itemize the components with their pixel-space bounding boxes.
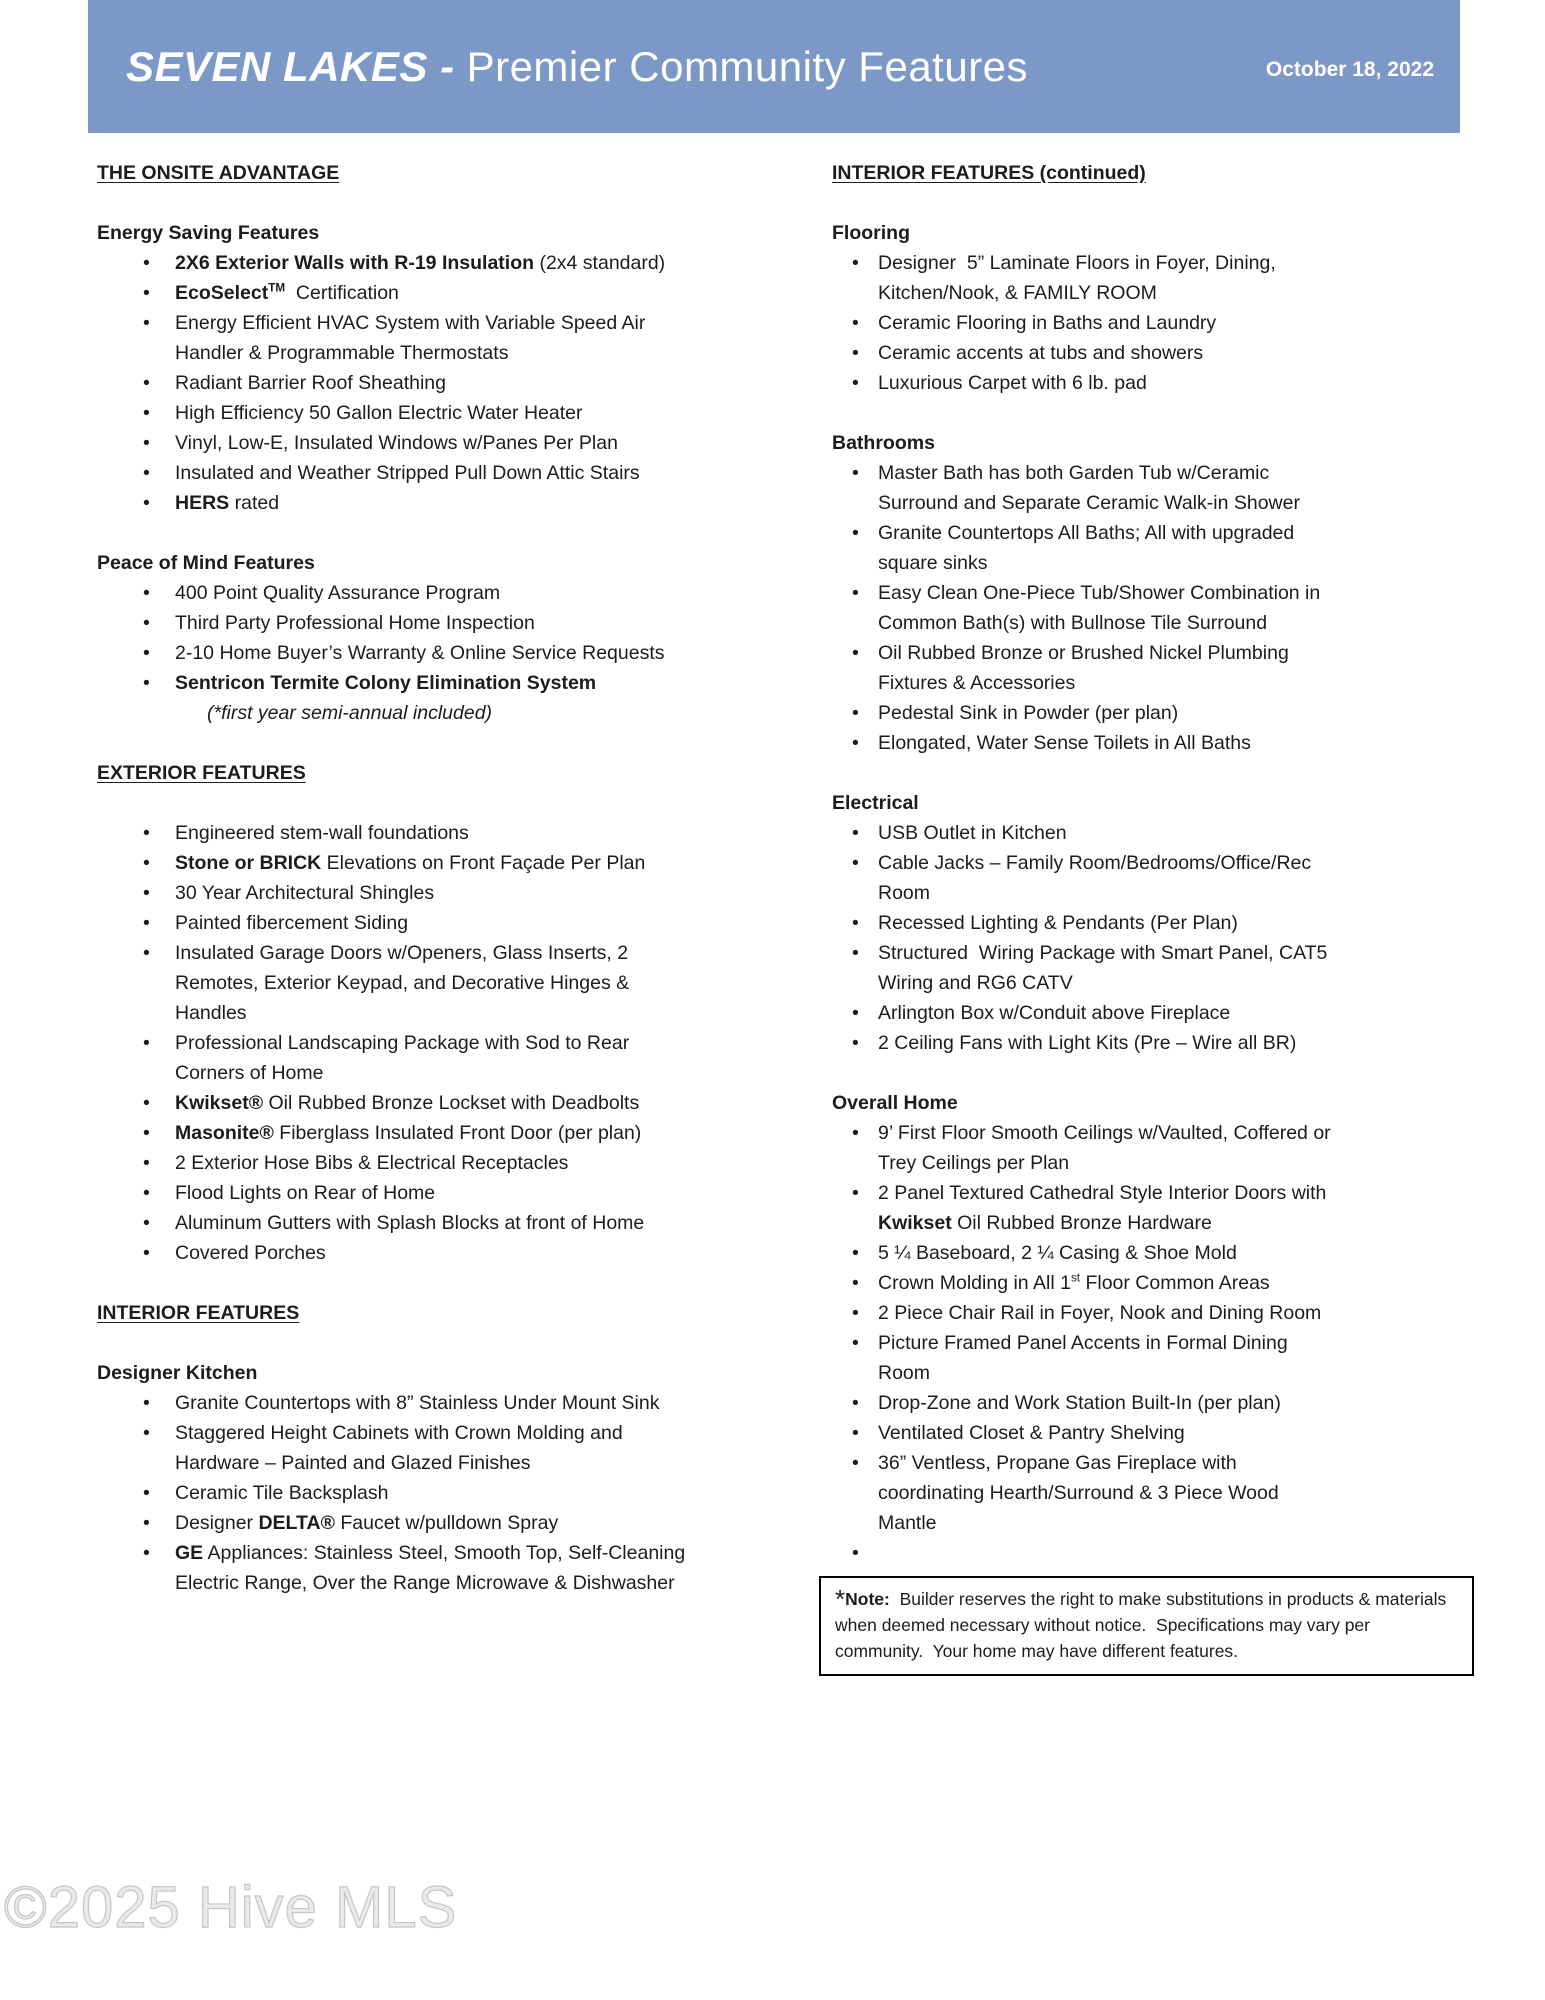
feature-text: HERS rated — [175, 492, 280, 514]
feature-item — [832, 1538, 1340, 1568]
feature-section — [97, 548, 697, 728]
bullet-icon: • — [143, 612, 150, 634]
bullet-icon: • — [143, 252, 150, 274]
bullet-icon: • — [143, 942, 150, 964]
section-heading: Designer Kitchen — [97, 1362, 258, 1384]
feature-text: 2 Ceiling Fans with Light Kits (Pre – Wire all BR) — [878, 1032, 1297, 1054]
feature-item — [97, 1238, 697, 1268]
bullet-icon: • — [852, 1422, 859, 1444]
bullet-icon: • — [143, 1482, 150, 1504]
bullet-icon: • — [143, 1152, 150, 1174]
section-heading: Flooring — [832, 222, 910, 244]
feature-text: Aluminum Gutters with Splash Blocks at front of Home — [175, 1212, 645, 1234]
feature-item — [832, 908, 1340, 938]
bullet-icon: • — [143, 642, 150, 664]
feature-text: Elongated, Water Sense Toilets in All Baths — [878, 732, 1251, 754]
bullet-icon: • — [852, 1452, 859, 1474]
builder-note-box — [819, 1576, 1474, 1676]
bullet-icon: • — [143, 312, 150, 334]
feature-item — [832, 1328, 1340, 1388]
feature-item — [832, 1268, 1340, 1298]
feature-item — [97, 428, 697, 458]
feature-item — [97, 608, 697, 638]
bullet-icon: • — [143, 1242, 150, 1264]
feature-text: Picture Framed Panel Accents in Formal Dining Room — [878, 1332, 1294, 1384]
feature-list — [832, 1118, 1340, 1568]
feature-item — [97, 1178, 697, 1208]
feature-text: Granite Countertops All Baths; All with upgraded square sinks — [878, 522, 1300, 574]
feature-item — [97, 668, 697, 728]
bullet-icon: • — [852, 1332, 859, 1354]
feature-item — [97, 398, 697, 428]
feature-text: USB Outlet in Kitchen — [878, 822, 1067, 844]
bullet-icon: • — [852, 942, 859, 964]
feature-item — [832, 1298, 1340, 1328]
feature-item — [832, 338, 1340, 368]
feature-text: Insulated Garage Doors w/Openers, Glass Inserts, 2 Remotes, Exterior Keypad, and Decorative Hinges & Handles — [175, 942, 635, 1024]
feature-item — [832, 308, 1340, 338]
feature-text: Easy Clean One-Piece Tub/Shower Combination in Common Bath(s) with Bullnose Tile Surround — [878, 582, 1326, 634]
bullet-icon: • — [143, 1032, 150, 1054]
feature-list — [97, 578, 697, 728]
feature-text: Drop-Zone and Work Station Built-In (per plan) — [878, 1392, 1281, 1414]
bullet-icon: • — [143, 432, 150, 454]
community-name: SEVEN LAKES - — [126, 42, 455, 90]
bullet-icon: • — [852, 1392, 859, 1414]
feature-item — [97, 1028, 697, 1088]
bullet-icon: • — [143, 582, 150, 604]
feature-item — [97, 1388, 697, 1418]
feature-item — [97, 578, 697, 608]
feature-section — [832, 158, 1340, 188]
feature-text: 36” Ventless, Propane Gas Fireplace with coordinating Hearth/Surround & 3 Piece Wood Mantle — [878, 1452, 1285, 1534]
bullet-icon: • — [143, 1542, 150, 1564]
bullet-icon: • — [143, 882, 150, 904]
feature-text: Structured Wiring Package with Smart Panel, CAT5 Wiring and RG6 CATV — [878, 942, 1333, 994]
bullet-icon: • — [852, 822, 859, 844]
feature-list — [97, 248, 697, 518]
feature-text: Professional Landscaping Package with Sod to Rear Corners of Home — [175, 1032, 635, 1084]
feature-section — [97, 1298, 697, 1328]
feature-text: Crown Molding in All 1st Floor Common Areas — [878, 1271, 1270, 1294]
bullet-icon: • — [852, 1032, 859, 1054]
feature-item — [97, 1508, 697, 1538]
feature-text: Radiant Barrier Roof Sheathing — [175, 372, 446, 394]
feature-text: Vinyl, Low-E, Insulated Windows w/Panes Per Plan — [175, 432, 618, 454]
bullet-icon: • — [852, 522, 859, 544]
page-title — [126, 43, 1028, 91]
bullet-icon: • — [143, 1512, 150, 1534]
feature-item — [97, 248, 697, 278]
feature-text: 2-10 Home Buyer’s Warranty & Online Service Requests — [175, 642, 665, 664]
section-heading: EXTERIOR FEATURES — [97, 762, 306, 784]
feature-item — [832, 698, 1340, 728]
bullet-icon: • — [143, 672, 150, 694]
bullet-icon: • — [852, 1122, 859, 1144]
section-heading: THE ONSITE ADVANTAGE — [97, 162, 340, 184]
feature-item — [97, 1148, 697, 1178]
feature-text: Oil Rubbed Bronze or Brushed Nickel Plumbing Fixtures & Accessories — [878, 642, 1295, 694]
bullet-icon: • — [852, 582, 859, 604]
feature-text: 2 Panel Textured Cathedral Style Interior Doors with Kwikset Oil Rubbed Bronze Hardware — [878, 1182, 1332, 1234]
feature-text: Stone or BRICK Elevations on Front Façade Per Plan — [175, 852, 646, 874]
feature-item — [832, 1178, 1340, 1238]
bullet-icon: • — [852, 1182, 859, 1204]
feature-text: Energy Efficient HVAC System with Variable Speed Air Handler & Programmable Thermostats — [175, 312, 651, 364]
section-heading: Energy Saving Features — [97, 222, 320, 244]
feature-text: 9’ First Floor Smooth Ceilings w/Vaulted, Coffered or Trey Ceilings per Plan — [878, 1122, 1336, 1174]
feature-item — [97, 878, 697, 908]
note-text: Builder reserves the right to make substitutions in products & materials when deemed necessary without notice. Specifications may vary per community. Your home may have different features. — [835, 1589, 1452, 1661]
feature-text: Luxurious Carpet with 6 lb. pad — [878, 372, 1147, 394]
feature-section — [97, 158, 697, 188]
mls-watermark: ©2025 Hive MLS — [4, 1875, 458, 1940]
feature-text — [878, 1538, 1340, 1568]
feature-item — [832, 938, 1340, 998]
feature-section — [832, 218, 1340, 398]
feature-item — [97, 488, 697, 518]
feature-text: Ventilated Closet & Pantry Shelving — [878, 1422, 1185, 1444]
bullet-icon: • — [852, 1542, 859, 1564]
bullet-icon: • — [143, 1122, 150, 1144]
section-heading: Overall Home — [832, 1092, 958, 1114]
feature-text: Kwikset® Oil Rubbed Bronze Lockset with Deadbolts — [175, 1092, 640, 1114]
feature-item — [97, 938, 697, 1028]
left-column — [97, 158, 697, 1598]
bullet-icon: • — [143, 492, 150, 514]
feature-item — [832, 728, 1340, 758]
feature-item — [97, 1118, 697, 1148]
bullet-icon: • — [143, 822, 150, 844]
note-label: Note: — [845, 1589, 890, 1609]
feature-text: Designer 5” Laminate Floors in Foyer, Dining, Kitchen/Nook, & FAMILY ROOM — [878, 252, 1282, 304]
page-title-suffix: Premier Community Features — [466, 42, 1029, 90]
feature-text: Flood Lights on Rear of Home — [175, 1182, 436, 1204]
feature-text: Masonite® Fiberglass Insulated Front Door (per plan) — [175, 1122, 642, 1144]
feature-section — [97, 1358, 697, 1598]
feature-text: EcoSelect™ Certification — [175, 281, 399, 304]
feature-section — [97, 758, 697, 1268]
feature-list — [97, 818, 697, 1268]
feature-item — [97, 818, 697, 848]
bullet-icon: • — [852, 1272, 859, 1294]
bullet-icon: • — [852, 1302, 859, 1324]
feature-text: Cable Jacks – Family Room/Bedrooms/Office/Rec Room — [878, 852, 1317, 904]
section-heading: Peace of Mind Features — [97, 552, 315, 574]
feature-text: Pedestal Sink in Powder (per plan) — [878, 702, 1179, 724]
bullet-icon: • — [143, 1182, 150, 1204]
feature-text: GE Appliances: Stainless Steel, Smooth Top, Self-Cleaning Electric Range, Over the Range Microwave & Dishwasher — [175, 1542, 691, 1594]
bullet-icon: • — [852, 852, 859, 874]
feature-text: 30 Year Architectural Shingles — [175, 882, 435, 904]
feature-item — [832, 1238, 1340, 1268]
feature-item — [97, 848, 697, 878]
feature-text: Arlington Box w/Conduit above Fireplace — [878, 1002, 1231, 1024]
feature-text: Designer DELTA® Faucet w/pulldown Spray — [175, 1512, 559, 1534]
bullet-icon: • — [852, 912, 859, 934]
bullet-icon: • — [852, 462, 859, 484]
bullet-icon: • — [852, 1002, 859, 1024]
feature-item — [97, 278, 697, 308]
feature-item — [832, 1118, 1340, 1178]
bullet-icon: • — [852, 372, 859, 394]
bullet-icon: • — [852, 642, 859, 664]
header-banner — [88, 0, 1460, 133]
feature-item — [832, 638, 1340, 698]
bullet-icon: • — [852, 1242, 859, 1264]
feature-text: Staggered Height Cabinets with Crown Molding and Hardware – Painted and Glazed Finishes — [175, 1422, 629, 1474]
feature-item — [832, 518, 1340, 578]
section-heading: INTERIOR FEATURES — [97, 1302, 300, 1324]
feature-section — [832, 788, 1340, 1058]
section-heading: Bathrooms — [832, 432, 935, 454]
note-asterisk: * — [835, 1584, 846, 1614]
feature-text: Engineered stem-wall foundations — [175, 822, 469, 844]
feature-text: 5 ¼ Baseboard, 2 ¼ Casing & Shoe Mold — [878, 1242, 1237, 1264]
feature-text: 2 Exterior Hose Bibs & Electrical Receptacles — [175, 1152, 569, 1174]
bullet-icon: • — [143, 462, 150, 484]
feature-text: 2X6 Exterior Walls with R-19 Insulation (2x4 standard) — [175, 252, 666, 274]
bullet-icon: • — [143, 1392, 150, 1414]
right-column-sections — [832, 158, 1340, 1568]
feature-text: Insulated and Weather Stripped Pull Down Attic Stairs — [175, 462, 640, 484]
bullet-icon: • — [852, 732, 859, 754]
bullet-icon: • — [143, 402, 150, 424]
feature-text: Third Party Professional Home Inspection — [175, 612, 535, 634]
feature-text: Granite Countertops with 8” Stainless Under Mount Sink — [175, 1392, 660, 1414]
bullet-icon: • — [143, 852, 150, 874]
bullet-icon: • — [852, 312, 859, 334]
bullet-icon: • — [852, 702, 859, 724]
feature-section — [832, 428, 1340, 758]
feature-item — [832, 1388, 1340, 1418]
bullet-icon: • — [143, 1092, 150, 1114]
bullet-icon: • — [143, 1422, 150, 1444]
feature-text: Recessed Lighting & Pendants (Per Plan) — [878, 912, 1238, 934]
feature-item — [832, 458, 1340, 518]
bullet-icon: • — [143, 282, 150, 304]
left-column-sections — [97, 158, 697, 1598]
bullet-icon: • — [143, 372, 150, 394]
feature-item — [97, 638, 697, 668]
feature-text: Ceramic accents at tubs and showers — [878, 342, 1204, 364]
item-note: (*first year semi-annual included) — [207, 702, 493, 724]
feature-section — [832, 1088, 1340, 1568]
bullet-icon: • — [143, 912, 150, 934]
feature-item — [97, 308, 697, 368]
feature-item — [97, 1478, 697, 1508]
feature-list — [97, 1388, 697, 1598]
feature-text: Covered Porches — [175, 1242, 326, 1264]
bullet-icon: • — [852, 252, 859, 274]
feature-item — [832, 248, 1340, 308]
feature-item — [832, 1418, 1340, 1448]
bullet-icon: • — [143, 1212, 150, 1234]
feature-item — [97, 368, 697, 398]
feature-item — [832, 848, 1340, 908]
feature-item — [832, 1448, 1340, 1538]
feature-item — [832, 998, 1340, 1028]
feature-text: Sentricon Termite Colony Elimination System (*first year semi-annual included) — [175, 668, 697, 728]
feature-item — [832, 1028, 1340, 1058]
section-heading: INTERIOR FEATURES (continued) — [832, 162, 1146, 184]
feature-text: Master Bath has both Garden Tub w/Ceramic Surround and Separate Ceramic Walk-in Shower — [878, 462, 1300, 514]
feature-text: Ceramic Tile Backsplash — [175, 1482, 389, 1504]
feature-list — [832, 458, 1340, 758]
section-heading: Electrical — [832, 792, 919, 814]
feature-item — [97, 458, 697, 488]
feature-text: Painted fibercement Siding — [175, 912, 409, 934]
feature-item — [832, 818, 1340, 848]
feature-item — [97, 1208, 697, 1238]
feature-list — [832, 818, 1340, 1058]
feature-text: 400 Point Quality Assurance Program — [175, 582, 501, 604]
feature-item — [832, 368, 1340, 398]
bullet-icon: • — [852, 342, 859, 364]
feature-text: 2 Piece Chair Rail in Foyer, Nook and Dining Room — [878, 1302, 1322, 1324]
feature-section — [97, 218, 697, 518]
feature-item — [97, 1418, 697, 1478]
feature-item — [97, 1088, 697, 1118]
feature-text: Ceramic Flooring in Baths and Laundry — [878, 312, 1217, 334]
feature-item — [97, 908, 697, 938]
feature-item — [97, 1538, 697, 1598]
feature-item — [832, 578, 1340, 638]
right-column — [832, 158, 1452, 1676]
feature-list — [832, 248, 1340, 398]
feature-text: High Efficiency 50 Gallon Electric Water Heater — [175, 402, 583, 424]
document-date: October 18, 2022 — [1265, 57, 1434, 81]
